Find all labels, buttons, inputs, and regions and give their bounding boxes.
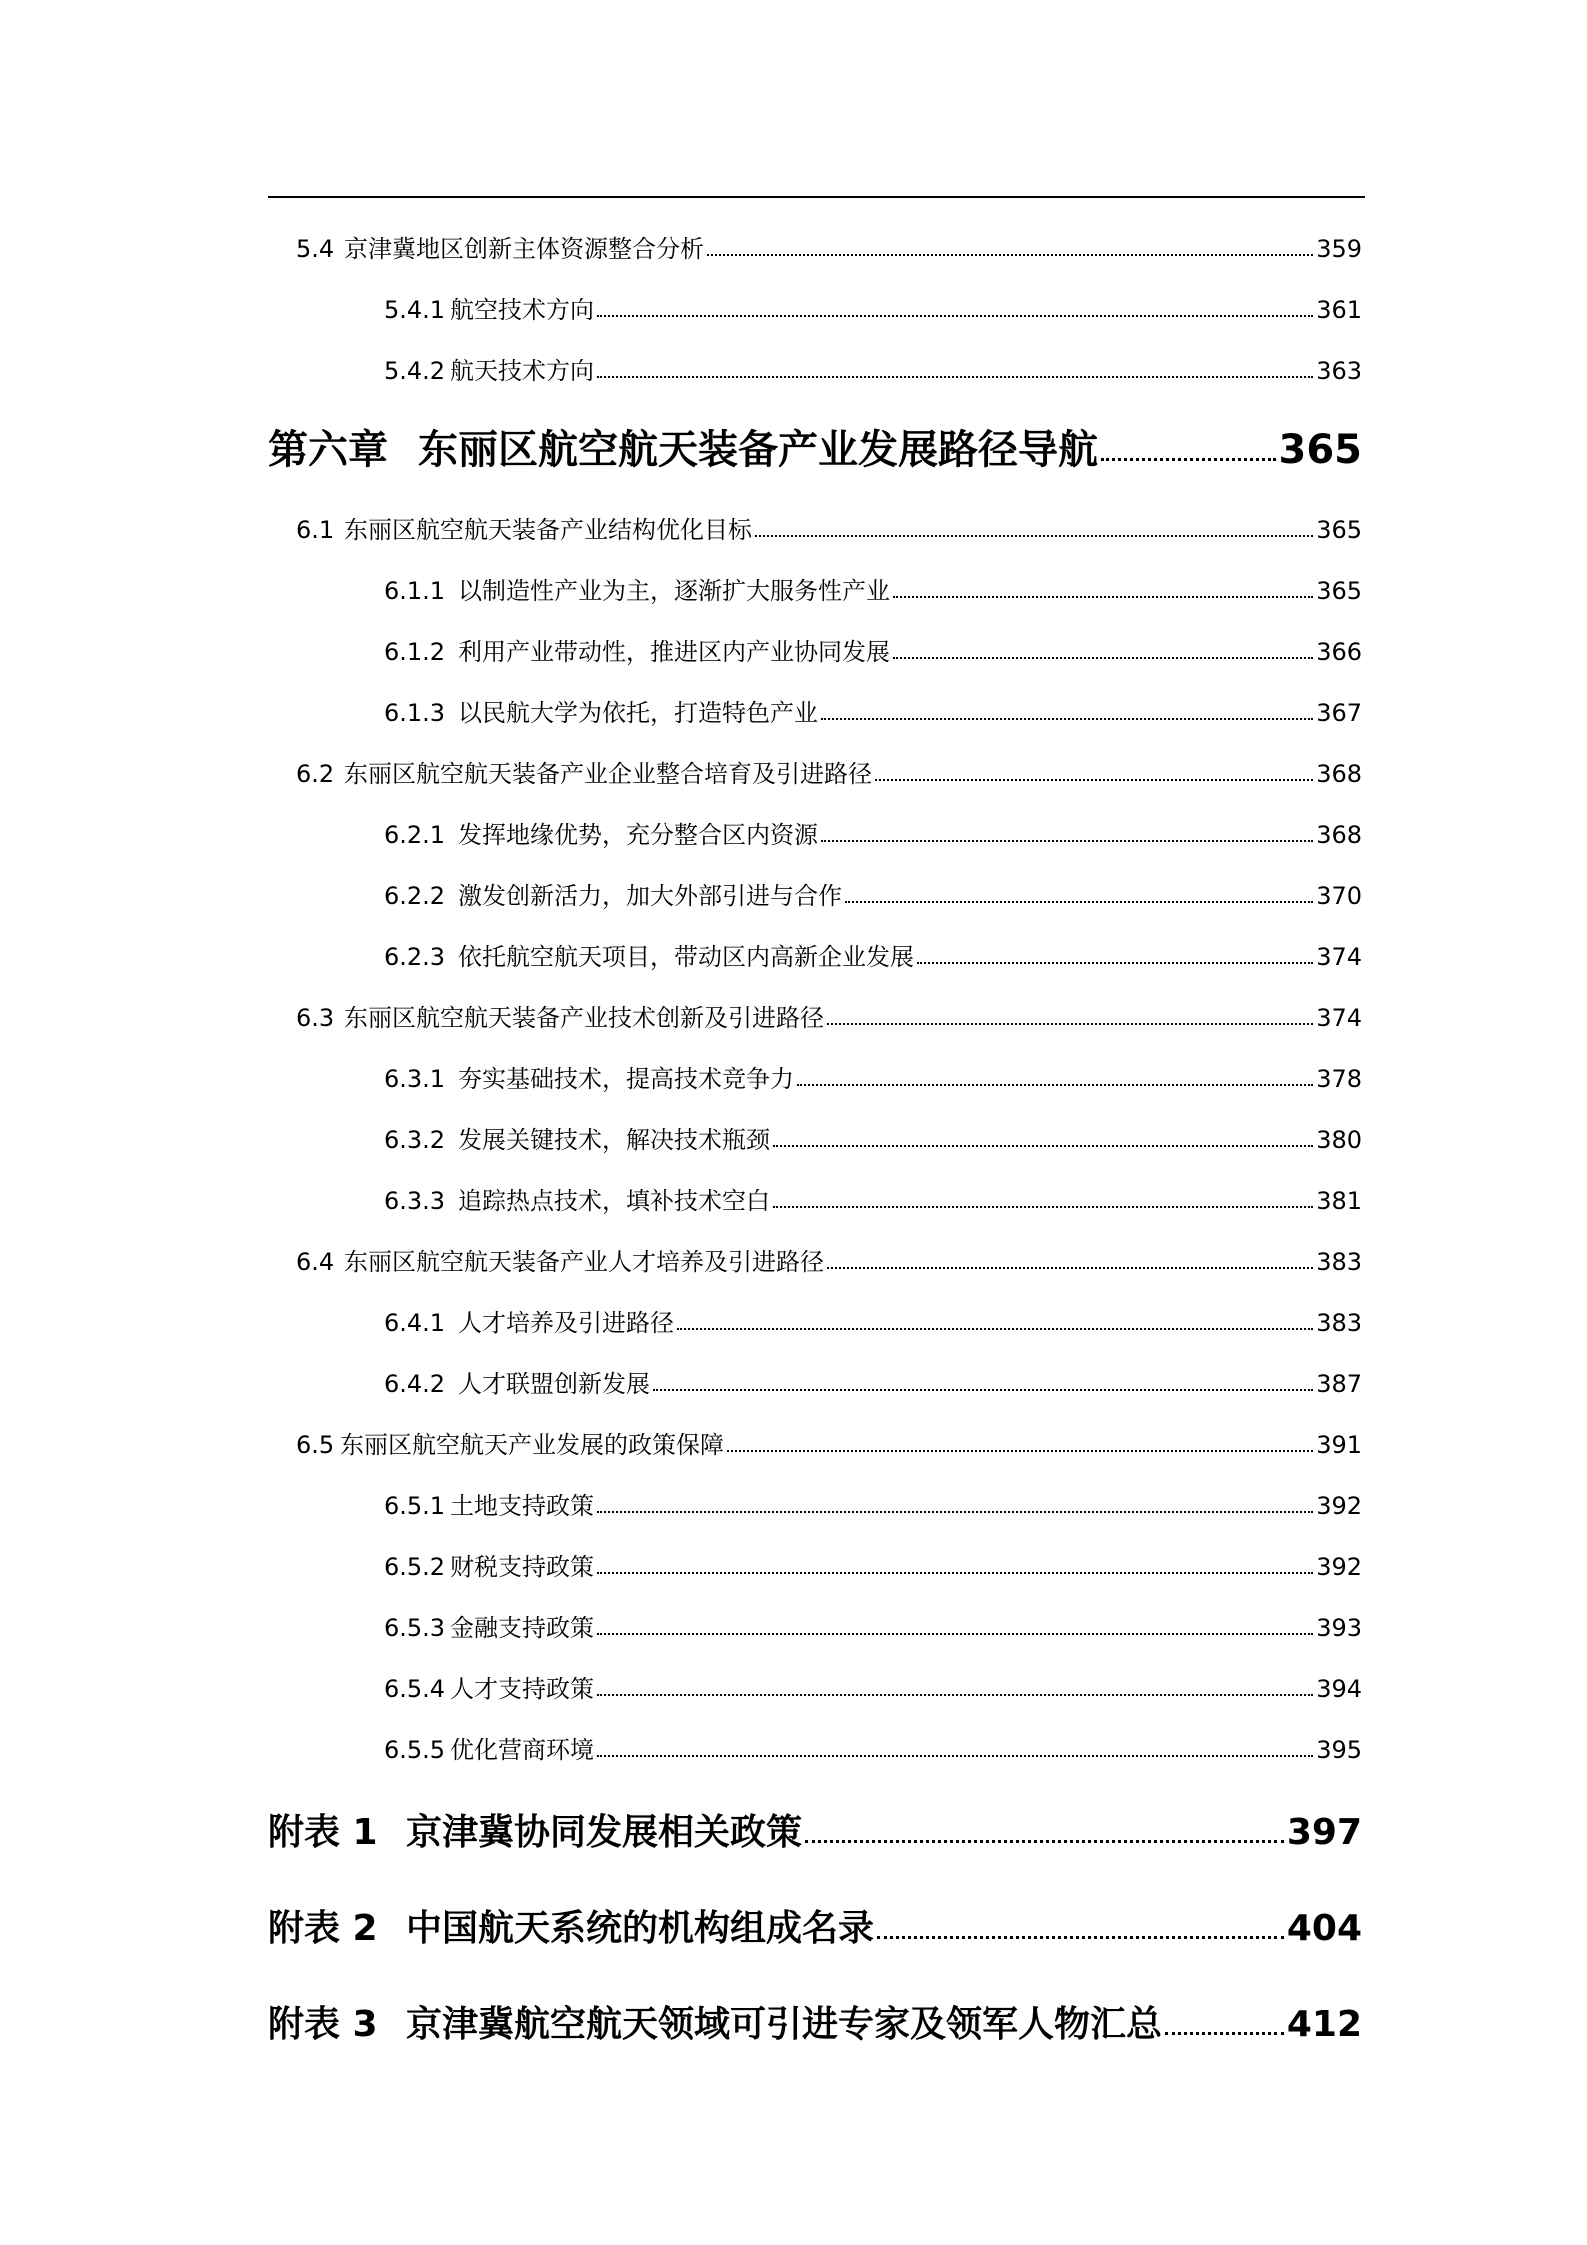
section-number: 6.1.2 [384, 638, 446, 666]
dot-leader [597, 376, 1313, 378]
dot-leader [1165, 2032, 1284, 2035]
section-title: 以民航大学为依托，打造特色产业 [458, 699, 818, 727]
toc-entry-appendix-2[interactable] [268, 1908, 1362, 1949]
dot-leader [597, 1511, 1313, 1513]
dot-leader [893, 596, 1313, 598]
page-number: 383 [1316, 1248, 1362, 1276]
page-number: 395 [1316, 1736, 1362, 1764]
dot-leader [755, 535, 1313, 537]
section-number: 6.3 [296, 1004, 335, 1032]
appendix-title: 京津冀航空航天领域可引进专家及领军人物汇总 [406, 2004, 1163, 2045]
dot-leader [597, 1694, 1313, 1696]
toc-entry-6-3[interactable] [296, 1006, 1362, 1030]
section-title: 优化营商环境 [450, 1736, 594, 1764]
dot-leader [597, 1755, 1313, 1757]
page-number: 380 [1316, 1126, 1362, 1154]
header-rule [268, 196, 1365, 198]
section-title: 人才联盟创新发展 [458, 1370, 650, 1398]
appendix-number: 附表 1 [268, 1812, 378, 1853]
page-number: 378 [1316, 1065, 1362, 1093]
section-title: 依托航空航天项目，带动区内高新企业发展 [458, 943, 914, 971]
toc-entry-appendix-1[interactable] [268, 1812, 1362, 1853]
section-title: 东丽区航空航天装备产业企业整合培育及引进路径 [344, 760, 872, 788]
section-title: 航空技术方向 [450, 296, 594, 324]
toc-entry-6-5-2[interactable] [384, 1555, 1362, 1579]
toc-entry-5-4[interactable] [296, 237, 1362, 261]
section-title: 京津冀地区创新主体资源整合分析 [344, 235, 704, 263]
section-number: 6.5.1 [384, 1492, 446, 1520]
page-number: 412 [1286, 2004, 1362, 2045]
section-title: 利用产业带动性，推进区内产业协同发展 [458, 638, 890, 666]
section-title: 追踪热点技术，填补技术空白 [458, 1187, 770, 1215]
section-number: 6.5.4 [384, 1675, 446, 1703]
dot-leader [821, 840, 1313, 842]
section-number: 5.4.1 [384, 296, 446, 324]
section-title: 金融支持政策 [450, 1614, 594, 1642]
dot-leader [827, 1267, 1313, 1269]
toc-entry-6-4[interactable] [296, 1250, 1362, 1274]
dot-leader [773, 1145, 1313, 1147]
page-number: 370 [1316, 882, 1362, 910]
page-number: 393 [1316, 1614, 1362, 1642]
dot-leader [653, 1389, 1313, 1391]
toc-entry-6-4-2[interactable] [384, 1372, 1362, 1396]
dot-leader [773, 1206, 1313, 1208]
page-number: 363 [1316, 357, 1362, 385]
page-number: 404 [1286, 1908, 1362, 1949]
page-number: 397 [1286, 1812, 1362, 1853]
page-number: 387 [1316, 1370, 1362, 1398]
page-number: 374 [1316, 943, 1362, 971]
toc-entry-6-2-2[interactable] [384, 884, 1362, 908]
section-number: 6.2 [296, 760, 335, 788]
toc-entry-6-3-3[interactable] [384, 1189, 1362, 1213]
toc-entry-6-2[interactable] [296, 762, 1362, 786]
toc-entry-appendix-3[interactable] [268, 2004, 1362, 2045]
dot-leader [893, 657, 1313, 659]
dot-leader [827, 1023, 1313, 1025]
dot-leader [1101, 458, 1276, 461]
dot-leader [917, 962, 1313, 964]
page-number: 361 [1316, 296, 1362, 324]
page-number: 368 [1316, 760, 1362, 788]
toc-entry-6-1-1[interactable] [384, 579, 1362, 603]
toc-entry-6-5-4[interactable] [384, 1677, 1362, 1701]
section-title: 东丽区航空航天装备产业技术创新及引进路径 [344, 1004, 824, 1032]
dot-leader [845, 901, 1313, 903]
section-number: 6.5.5 [384, 1736, 446, 1764]
toc-entry-5-4-1[interactable] [384, 298, 1362, 322]
section-number: 6.3.1 [384, 1065, 446, 1093]
section-title: 发挥地缘优势，充分整合区内资源 [458, 821, 818, 849]
page-number: 383 [1316, 1309, 1362, 1337]
toc-entry-6-1-3[interactable] [384, 701, 1362, 725]
dot-leader [727, 1450, 1313, 1452]
dot-leader [597, 1572, 1313, 1574]
section-number: 6.5.3 [384, 1614, 446, 1642]
section-title: 夯实基础技术，提高技术竞争力 [458, 1065, 794, 1093]
dot-leader [877, 1936, 1284, 1939]
section-title: 人才培养及引进路径 [458, 1309, 674, 1337]
toc-entry-chapter-6[interactable] [268, 427, 1362, 473]
toc-entry-6-2-1[interactable] [384, 823, 1362, 847]
section-number: 6.4.2 [384, 1370, 446, 1398]
section-title: 东丽区航空航天装备产业人才培养及引进路径 [344, 1248, 824, 1276]
dot-leader [597, 315, 1313, 317]
section-number: 6.5 [296, 1431, 335, 1459]
section-number: 6.2.2 [384, 882, 446, 910]
toc-entry-5-4-2[interactable] [384, 359, 1362, 383]
section-title: 财税支持政策 [450, 1553, 594, 1581]
page-number: 365 [1316, 577, 1362, 605]
section-title: 航天技术方向 [450, 357, 594, 385]
appendix-number: 附表 2 [268, 1908, 378, 1949]
dot-leader [677, 1328, 1313, 1330]
section-title: 以制造性产业为主，逐渐扩大服务性产业 [458, 577, 890, 605]
page-number: 392 [1316, 1492, 1362, 1520]
page-number: 365 [1316, 516, 1362, 544]
section-number: 6.1.1 [384, 577, 446, 605]
page-number: 368 [1316, 821, 1362, 849]
toc-entry-6-3-1[interactable] [384, 1067, 1362, 1091]
page-number: 367 [1316, 699, 1362, 727]
page-number: 394 [1316, 1675, 1362, 1703]
section-number: 5.4 [296, 235, 335, 263]
page-number: 366 [1316, 638, 1362, 666]
page-number: 381 [1316, 1187, 1362, 1215]
toc-entry-6-2-3[interactable] [384, 945, 1362, 969]
section-number: 6.4.1 [384, 1309, 446, 1337]
page-number: 392 [1316, 1553, 1362, 1581]
section-number: 6.3.2 [384, 1126, 446, 1154]
toc-entry-6-5-5[interactable] [384, 1738, 1362, 1762]
dot-leader [707, 254, 1313, 256]
page-number: 374 [1316, 1004, 1362, 1032]
section-number: 6.2.3 [384, 943, 446, 971]
dot-leader [597, 1633, 1313, 1635]
toc-entry-6-5-3[interactable] [384, 1616, 1362, 1640]
section-title: 发展关键技术，解决技术瓶颈 [458, 1126, 770, 1154]
toc-entry-6-5[interactable] [296, 1433, 1362, 1457]
section-number: 6.2.1 [384, 821, 446, 849]
section-title: 东丽区航空航天产业发展的政策保障 [340, 1431, 724, 1459]
dot-leader [821, 718, 1313, 720]
section-title: 土地支持政策 [450, 1492, 594, 1520]
chapter-number: 第六章 [268, 427, 388, 473]
dot-leader [875, 779, 1313, 781]
section-number: 6.1.3 [384, 699, 446, 727]
toc-entry-6-1-2[interactable] [384, 640, 1362, 664]
section-number: 6.1 [296, 516, 335, 544]
appendix-title: 京津冀协同发展相关政策 [406, 1812, 803, 1853]
dot-leader [805, 1840, 1284, 1843]
page-number: 365 [1278, 427, 1362, 473]
page-number: 391 [1316, 1431, 1362, 1459]
appendix-title: 中国航天系统的机构组成名录 [406, 1908, 875, 1949]
section-title: 人才支持政策 [450, 1675, 594, 1703]
section-number: 6.5.2 [384, 1553, 446, 1581]
toc-entry-6-1[interactable] [296, 518, 1362, 542]
section-title: 东丽区航空航天装备产业结构优化目标 [344, 516, 752, 544]
toc-entry-6-3-2[interactable] [384, 1128, 1362, 1152]
section-number: 5.4.2 [384, 357, 446, 385]
appendix-number: 附表 3 [268, 2004, 378, 2045]
section-number: 6.3.3 [384, 1187, 446, 1215]
toc-entry-6-4-1[interactable] [384, 1311, 1362, 1335]
dot-leader [797, 1084, 1313, 1086]
section-title: 激发创新活力，加大外部引进与合作 [458, 882, 842, 910]
page-number: 359 [1316, 235, 1362, 263]
toc-entry-6-5-1[interactable] [384, 1494, 1362, 1518]
chapter-title: 东丽区航空航天装备产业发展路径导航 [418, 427, 1098, 473]
section-number: 6.4 [296, 1248, 335, 1276]
